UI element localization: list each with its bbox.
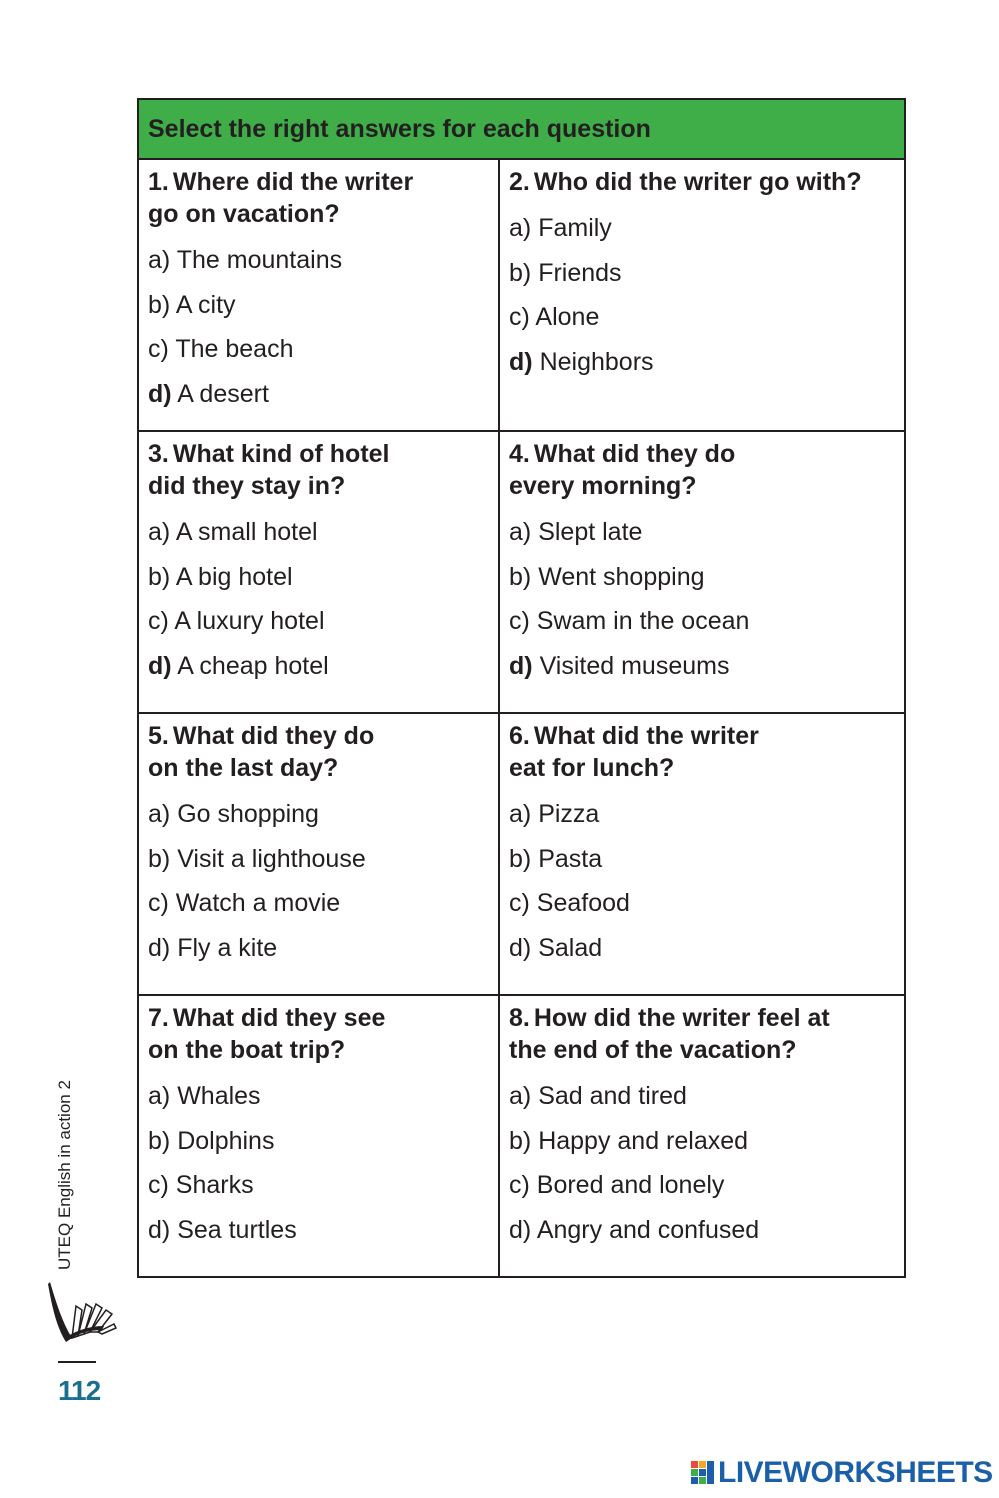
- question-label: What did they do on the last day?: [148, 722, 375, 782]
- question-number: 7.: [148, 1004, 169, 1032]
- option-text: A luxury hotel: [174, 607, 325, 635]
- book-title: UTEQ English in action 2: [55, 1080, 74, 1270]
- question-text: [509, 720, 896, 784]
- answer-option[interactable]: [509, 206, 896, 251]
- option-text: A big hotel: [175, 562, 293, 591]
- option-letter: b): [509, 562, 532, 591]
- option-text: Pizza: [538, 800, 600, 828]
- answer-option[interactable]: [509, 251, 896, 296]
- answer-option[interactable]: [148, 1119, 490, 1164]
- answer-option[interactable]: [509, 837, 896, 882]
- question-cell: [139, 160, 500, 430]
- answer-option[interactable]: [509, 1074, 896, 1119]
- option-letter: b): [148, 562, 171, 591]
- option-letter: a): [148, 518, 171, 546]
- quiz-row: [139, 432, 904, 714]
- option-text: Visit a lighthouse: [177, 844, 366, 873]
- answer-option[interactable]: [509, 599, 896, 644]
- option-text: Slept late: [538, 518, 643, 546]
- answer-option[interactable]: [509, 926, 896, 971]
- option-text: A small hotel: [175, 518, 318, 546]
- question-label: What kind of hotel did they stay in?: [148, 440, 390, 500]
- question-text: [148, 1002, 490, 1066]
- option-letter: c): [148, 889, 169, 917]
- option-text: Happy and relaxed: [538, 1126, 749, 1155]
- question-cell: [500, 996, 904, 1276]
- option-letter: b): [509, 258, 532, 287]
- option-text: Pasta: [538, 844, 603, 873]
- option-text: Swam in the ocean: [536, 607, 750, 635]
- option-text: Angry and confused: [536, 1215, 760, 1244]
- question-text: [509, 1002, 896, 1066]
- option-letter: b): [509, 1126, 532, 1155]
- answer-option[interactable]: [148, 926, 490, 971]
- quiz-header-title: Select the right answers for each question: [148, 114, 651, 143]
- answer-option[interactable]: [148, 644, 490, 689]
- question-label: What did they see on the boat trip?: [148, 1004, 386, 1064]
- option-text: A city: [175, 290, 236, 319]
- option-letter: c): [509, 889, 530, 917]
- option-letter: d): [509, 347, 533, 376]
- question-label: How did the writer feel at the end of the vacation?: [509, 1004, 830, 1064]
- answer-option[interactable]: [509, 792, 896, 837]
- question-text: [148, 720, 490, 784]
- question-label: Where did the writer go on vacation?: [148, 168, 414, 228]
- option-letter: a): [509, 214, 532, 242]
- answer-option[interactable]: [509, 881, 896, 926]
- question-text: [148, 166, 490, 230]
- question-cell: [139, 714, 500, 994]
- answer-option[interactable]: [148, 792, 490, 837]
- option-letter: a): [148, 246, 171, 274]
- option-letter: a): [509, 1082, 532, 1110]
- quiz-table: [137, 98, 906, 1278]
- answer-option[interactable]: [148, 238, 490, 283]
- option-letter: b): [148, 844, 171, 873]
- option-text: Sea turtles: [177, 1215, 297, 1244]
- question-text: [509, 166, 896, 198]
- liveworksheets-brand: [690, 1456, 993, 1490]
- option-text: The beach: [175, 335, 294, 363]
- question-label: What did they do every morning?: [509, 440, 736, 500]
- question-cell: [500, 160, 904, 430]
- option-text: Watch a movie: [175, 889, 341, 917]
- option-letter: d): [148, 1215, 171, 1244]
- answer-option[interactable]: [148, 555, 490, 600]
- option-letter: d): [509, 933, 532, 962]
- question-number: 2.: [509, 168, 530, 196]
- question-number: 3.: [148, 440, 169, 468]
- option-text: Seafood: [536, 889, 630, 917]
- quiz-row: [139, 160, 904, 432]
- quiz-row: [139, 996, 904, 1276]
- answer-option[interactable]: [148, 1163, 490, 1208]
- question-text: [148, 438, 490, 502]
- option-text: Go shopping: [177, 800, 319, 828]
- quiz-row: [139, 714, 904, 996]
- answer-option[interactable]: [148, 1074, 490, 1119]
- question-cell: [500, 714, 904, 994]
- open-book-icon: [42, 1276, 118, 1348]
- option-letter: c): [509, 1171, 530, 1199]
- answer-option[interactable]: [148, 881, 490, 926]
- question-cell: [500, 432, 904, 712]
- answer-option[interactable]: [509, 1119, 896, 1164]
- answer-option[interactable]: [509, 1208, 896, 1253]
- option-text: Friends: [538, 258, 622, 287]
- question-number: 6.: [509, 722, 530, 750]
- option-text: Bored and lonely: [536, 1171, 725, 1199]
- option-letter: b): [148, 1126, 171, 1155]
- option-letter: a): [148, 1082, 171, 1110]
- question-cell: [139, 996, 500, 1276]
- option-letter: c): [509, 303, 530, 331]
- answer-option[interactable]: [148, 837, 490, 882]
- option-letter: a): [148, 800, 171, 828]
- option-letter: d): [148, 379, 172, 408]
- question-cell: [139, 432, 500, 712]
- option-letter: c): [148, 335, 169, 363]
- page-number-rule: [58, 1361, 96, 1363]
- option-text: Whales: [177, 1082, 261, 1110]
- option-text: Sharks: [175, 1171, 254, 1199]
- option-letter: a): [509, 800, 532, 828]
- answer-option[interactable]: [509, 295, 896, 340]
- option-letter: b): [148, 290, 171, 319]
- answer-option[interactable]: [509, 1163, 896, 1208]
- answer-option[interactable]: [148, 372, 490, 417]
- option-letter: c): [148, 1171, 169, 1199]
- option-letter: c): [148, 607, 169, 635]
- answer-option[interactable]: [509, 555, 896, 600]
- option-text: Alone: [535, 303, 600, 331]
- option-letter: a): [509, 518, 532, 546]
- option-text: A desert: [177, 379, 269, 408]
- option-text: The mountains: [176, 246, 343, 274]
- answer-option[interactable]: [509, 644, 896, 689]
- brand-name: LIVEWORKSHEETS: [718, 1456, 993, 1489]
- option-text: Fly a kite: [177, 933, 278, 962]
- answer-option[interactable]: [509, 340, 896, 385]
- option-text: Neighbors: [539, 347, 654, 376]
- option-text: Family: [538, 214, 612, 242]
- option-letter: d): [509, 1215, 532, 1244]
- option-text: Sad and tired: [538, 1082, 687, 1110]
- option-letter: d): [509, 651, 533, 680]
- answer-option[interactable]: [148, 283, 490, 328]
- option-text: Salad: [538, 933, 603, 962]
- question-text: [509, 438, 896, 502]
- option-letter: c): [509, 607, 530, 635]
- question-number: 1.: [148, 168, 169, 196]
- option-text: A cheap hotel: [177, 651, 329, 680]
- answer-option[interactable]: [148, 327, 490, 372]
- option-letter: b): [509, 844, 532, 873]
- page-number: 112: [58, 1375, 101, 1406]
- answer-option[interactable]: [148, 599, 490, 644]
- option-letter: d): [148, 651, 172, 680]
- answer-option[interactable]: [148, 510, 490, 555]
- question-label: What did the writer eat for lunch?: [509, 722, 759, 782]
- question-number: 8.: [509, 1004, 530, 1032]
- question-number: 5.: [148, 722, 169, 750]
- answer-option[interactable]: [148, 1208, 490, 1253]
- liveworksheets-logo-icon: [690, 1460, 716, 1486]
- option-text: Dolphins: [177, 1126, 275, 1155]
- option-letter: d): [148, 933, 171, 962]
- question-number: 4.: [509, 440, 530, 468]
- quiz-header: [139, 100, 904, 160]
- option-text: Visited museums: [539, 651, 730, 680]
- option-text: Went shopping: [538, 562, 705, 591]
- answer-option[interactable]: [509, 510, 896, 555]
- question-label: Who did the writer go with?: [533, 168, 862, 196]
